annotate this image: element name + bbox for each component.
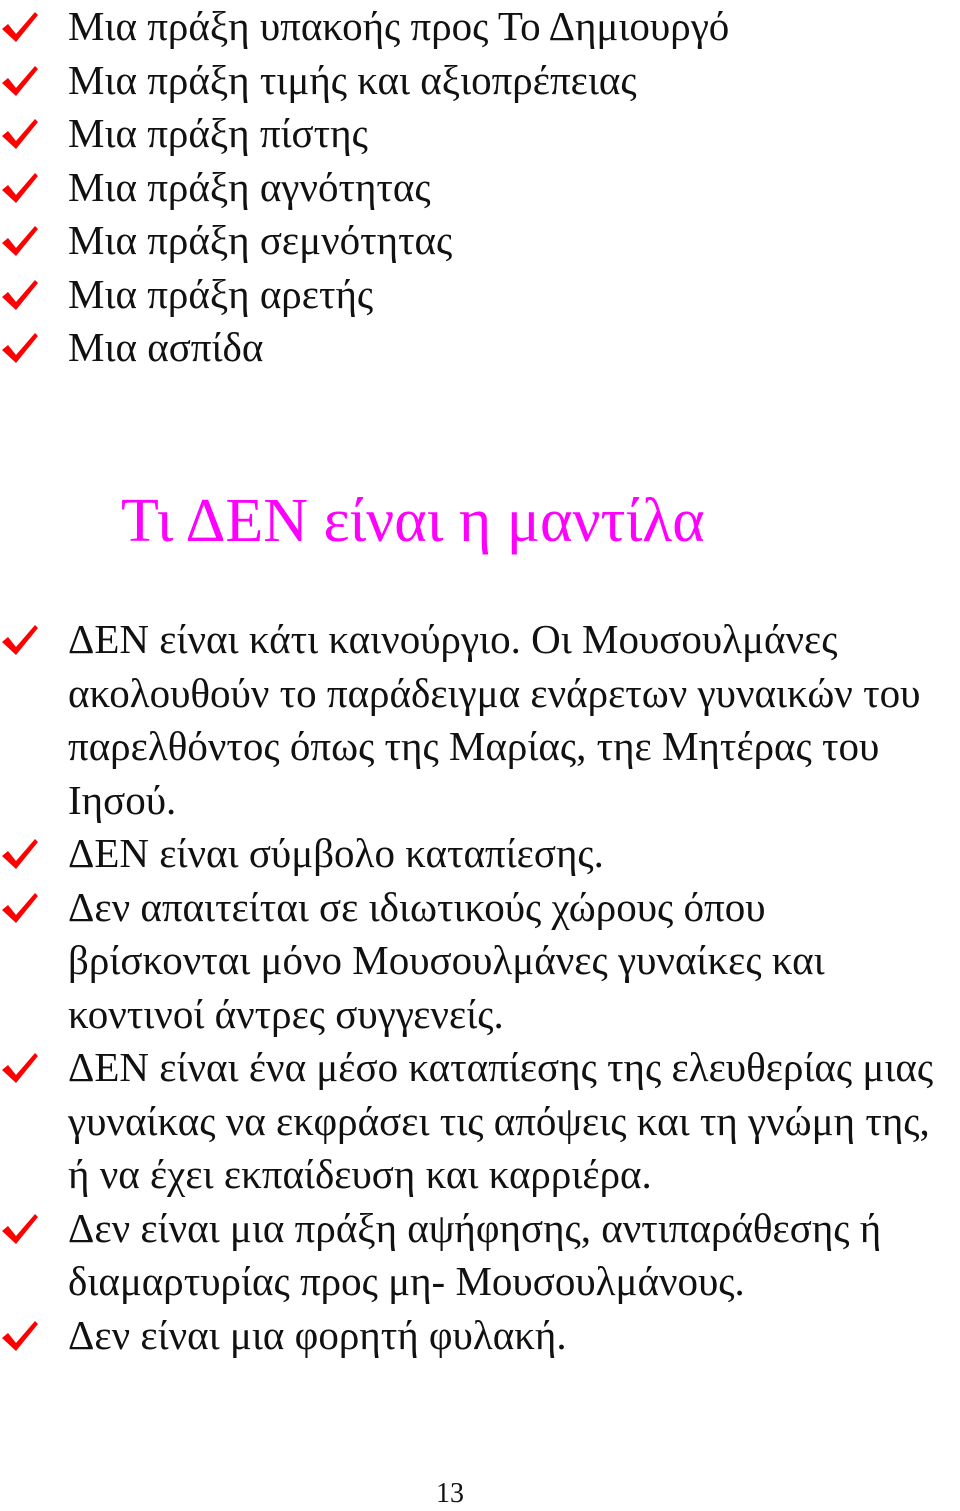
list-item-text: ΔΕΝ είναι κάτι καινούργιο. Οι Μουσουλμάνες ακολουθούν το παράδειγμα ενάρετων γυναικών του παρελθόντος όπως της Μαρίας, τηε Μητέρας του Ιησού. <box>68 616 921 823</box>
list-item <box>0 107 940 161</box>
list-item-text: Μια πράξη υπακοής προς Το Δημιουργό <box>68 3 730 49</box>
checkmark-icon <box>0 1319 40 1353</box>
list-item-text: ΔΕΝ είναι σύμβολο καταπίεσης. <box>68 830 604 876</box>
list-item <box>0 827 958 881</box>
list-item <box>0 881 958 1042</box>
list-item <box>0 268 940 322</box>
checkmark-icon <box>0 623 40 657</box>
checkmark-icon <box>0 10 40 44</box>
list-item-text: Μια πράξη σεμνότητας <box>68 217 453 263</box>
list-item <box>0 0 940 54</box>
checkmark-icon <box>0 1212 40 1246</box>
intro-list <box>0 0 940 375</box>
checkmark-icon <box>0 117 40 151</box>
list-item-text: Μια πράξη αρετής <box>68 270 374 317</box>
checkmark-icon <box>0 331 40 365</box>
not-list <box>0 613 958 1362</box>
checkmark-icon <box>0 891 40 925</box>
list-item-text: Μια πράξη πίστης <box>68 110 368 156</box>
list-item <box>0 1041 958 1202</box>
checkmark-icon <box>0 1051 40 1085</box>
checkmark-icon <box>0 171 40 205</box>
checkmark-icon <box>0 278 40 312</box>
list-item-text: Μια πράξη τιμής και αξιοπρέπειας <box>68 56 637 103</box>
list-item-text: Δεν απαιτείται σε ιδιωτικούς χώρους όπου βρίσκονται μόνο Μουσουλμάνες γυναίκες και κοντινοί άντρες συγγενείς. <box>68 883 825 1037</box>
list-item <box>0 321 940 375</box>
section-heading: Τι ΔΕΝ είναι η μαντίλα <box>121 487 705 555</box>
list-item <box>0 613 958 827</box>
checkmark-icon <box>0 224 40 258</box>
checkmark-icon <box>0 64 40 98</box>
checkmark-icon <box>0 837 40 871</box>
list-item <box>0 54 940 108</box>
list-item-text: Μια ασπίδα <box>68 324 264 370</box>
list-item <box>0 1309 958 1363</box>
list-item <box>0 1202 958 1309</box>
list-item-text: Δεν είναι μια φορητή φυλακή. <box>68 1311 567 1358</box>
list-item <box>0 214 940 268</box>
page-number: 13 <box>436 1478 464 1509</box>
list-item-text: ΔΕΝ είναι ένα μέσο καταπίεσης της ελευθερίας μιας γυναίκας να εκφράσει τις απόψεις και τη γνώμη της, ή να έχει εκπαίδευση και καρριέρα. <box>68 1044 934 1197</box>
list-item <box>0 161 940 215</box>
list-item-text: Δεν είναι μια πράξη αψήφησης, αντιπαράθεσης ή διαμαρτυρίας προς μη- Μουσουλμάνους. <box>68 1204 882 1304</box>
list-item-text: Μια πράξη αγνότητας <box>68 163 431 210</box>
